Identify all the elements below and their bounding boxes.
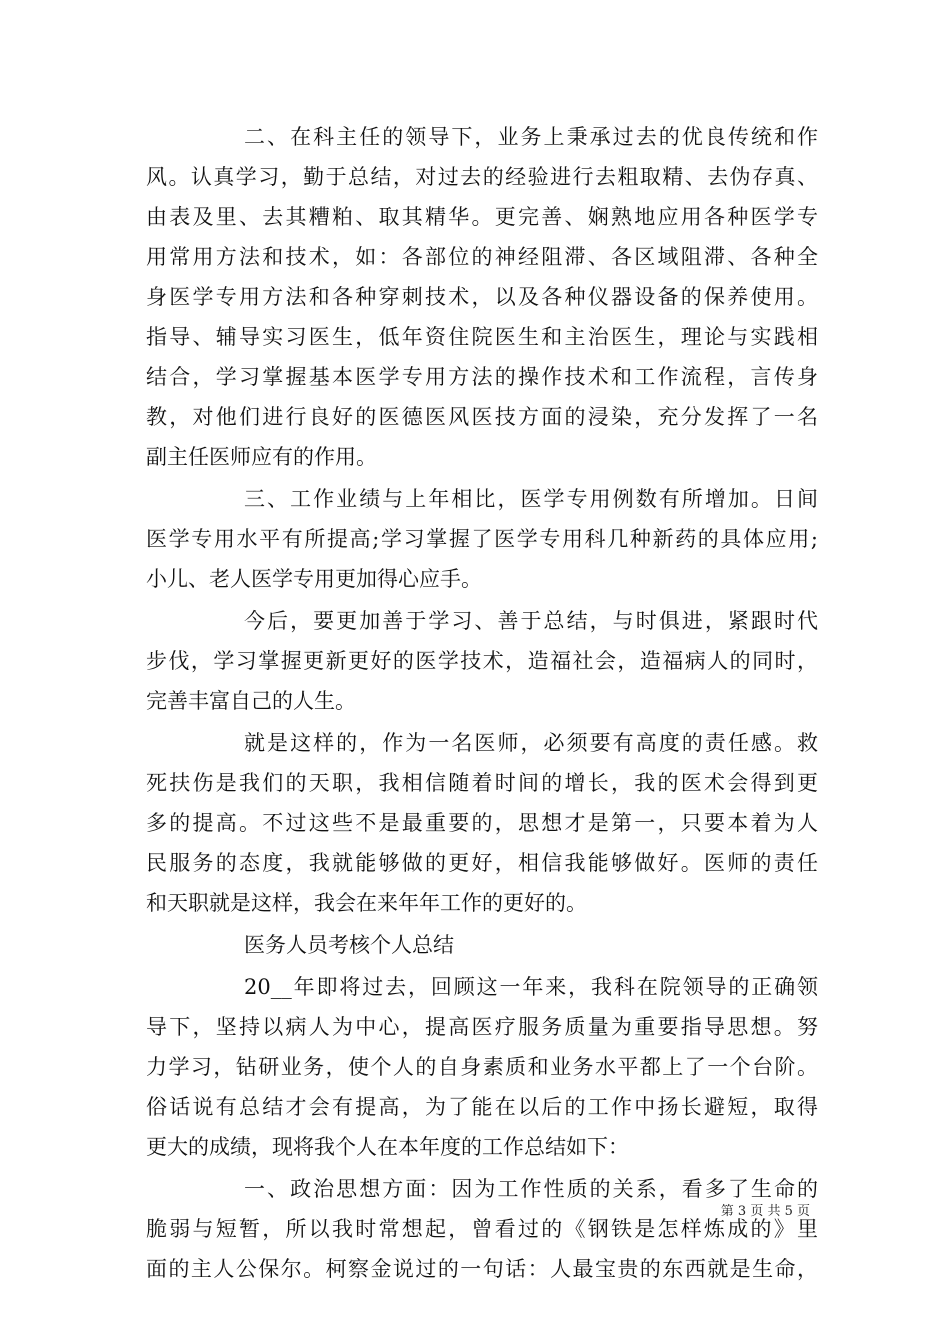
text-line: 俗话说有总结才会有提高，为了能在以后的工作中扬长避短，取得 [146,1095,818,1119]
text-line: 结合，学习掌握基本医学专用方法的操作技术和工作流程，言传身 [146,365,818,389]
text-line: 风。认真学习，勤于总结，对过去的经验进行去粗取精、去伪存真、 [146,165,818,189]
text-line: 教，对他们进行良好的医德医风医技方面的浸染，充分发挥了一名 [146,405,818,429]
text-line: 指导、辅导实习医生，低年资住院医生和主治医生，理论与实践相 [146,325,818,349]
text-line: 今后，要更加善于学习、善于总结，与时俱进，紧跟时代 [244,609,818,633]
text-line: 民服务的态度，我就能够做的更好，相信我能够做好。医师的责任 [146,851,818,875]
text-line: 身医学专用方法和各种穿刺技术，以及各种仪器设备的保养使用。 [146,285,818,309]
section-heading: 医务人员考核个人总结 [244,933,454,957]
text-line: 小儿、老人医学专用更加得心应手。 [146,567,482,591]
text-line: 由表及里、去其糟粕、取其精华。更完善、娴熟地应用各种医学专 [146,205,818,229]
text-line: 力学习，钻研业务，使个人的自身素质和业务水平都上了一个台阶。 [146,1055,818,1079]
page-number-footer: 第 3 页 共 5 页 [720,1204,810,1219]
text-line: 用常用方法和技术，如：各部位的神经阻滞、各区域阻滞、各种全 [146,245,818,269]
text-line: 和天职就是这样，我会在来年年工作的更好的。 [146,891,587,915]
text-line: 医学专用水平有所提高;学习掌握了医学专用科几种新药的具体应用; [146,527,818,551]
text-line: 死扶伤是我们的天职，我相信随着时间的增长，我的医术会得到更 [146,771,818,795]
text-line: 副主任医师应有的作用。 [146,445,377,469]
text-line: 导下，坚持以病人为中心，提高医疗服务质量为重要指导思想。努 [146,1015,818,1039]
text-line: 多的提高。不过这些不是最重要的，思想才是第一，只要本着为人 [146,811,818,835]
text-line: 三、工作业绩与上年相比，医学专用例数有所增加。日间 [244,487,818,511]
text-line: 面的主人公保尔。柯察金说过的一句话：人最宝贵的东西就是生命， [146,1257,818,1281]
text-line: 就是这样的，作为一名医师，必须要有高度的责任感。救 [244,731,818,755]
text-line: 更大的成绩，现将我个人在本年度的工作总结如下： [146,1135,629,1159]
text-line: 20__年即将过去，回顾这一年来，我科在院领导的正确领 [244,975,818,999]
text-line: 脆弱与短暂，所以我时常想起，曾看过的《钢铁是怎样炼成的》里 [146,1217,818,1241]
text-line: 二、在科主任的领导下，业务上秉承过去的优良传统和作 [244,125,818,149]
text-line: 一、政治思想方面：因为工作性质的关系，看多了生命的 [244,1177,818,1201]
text-line: 步伐，学习掌握更新更好的医学技术，造福社会，造福病人的同时， [146,649,818,673]
text-line: 完善丰富自己的人生。 [146,689,356,713]
